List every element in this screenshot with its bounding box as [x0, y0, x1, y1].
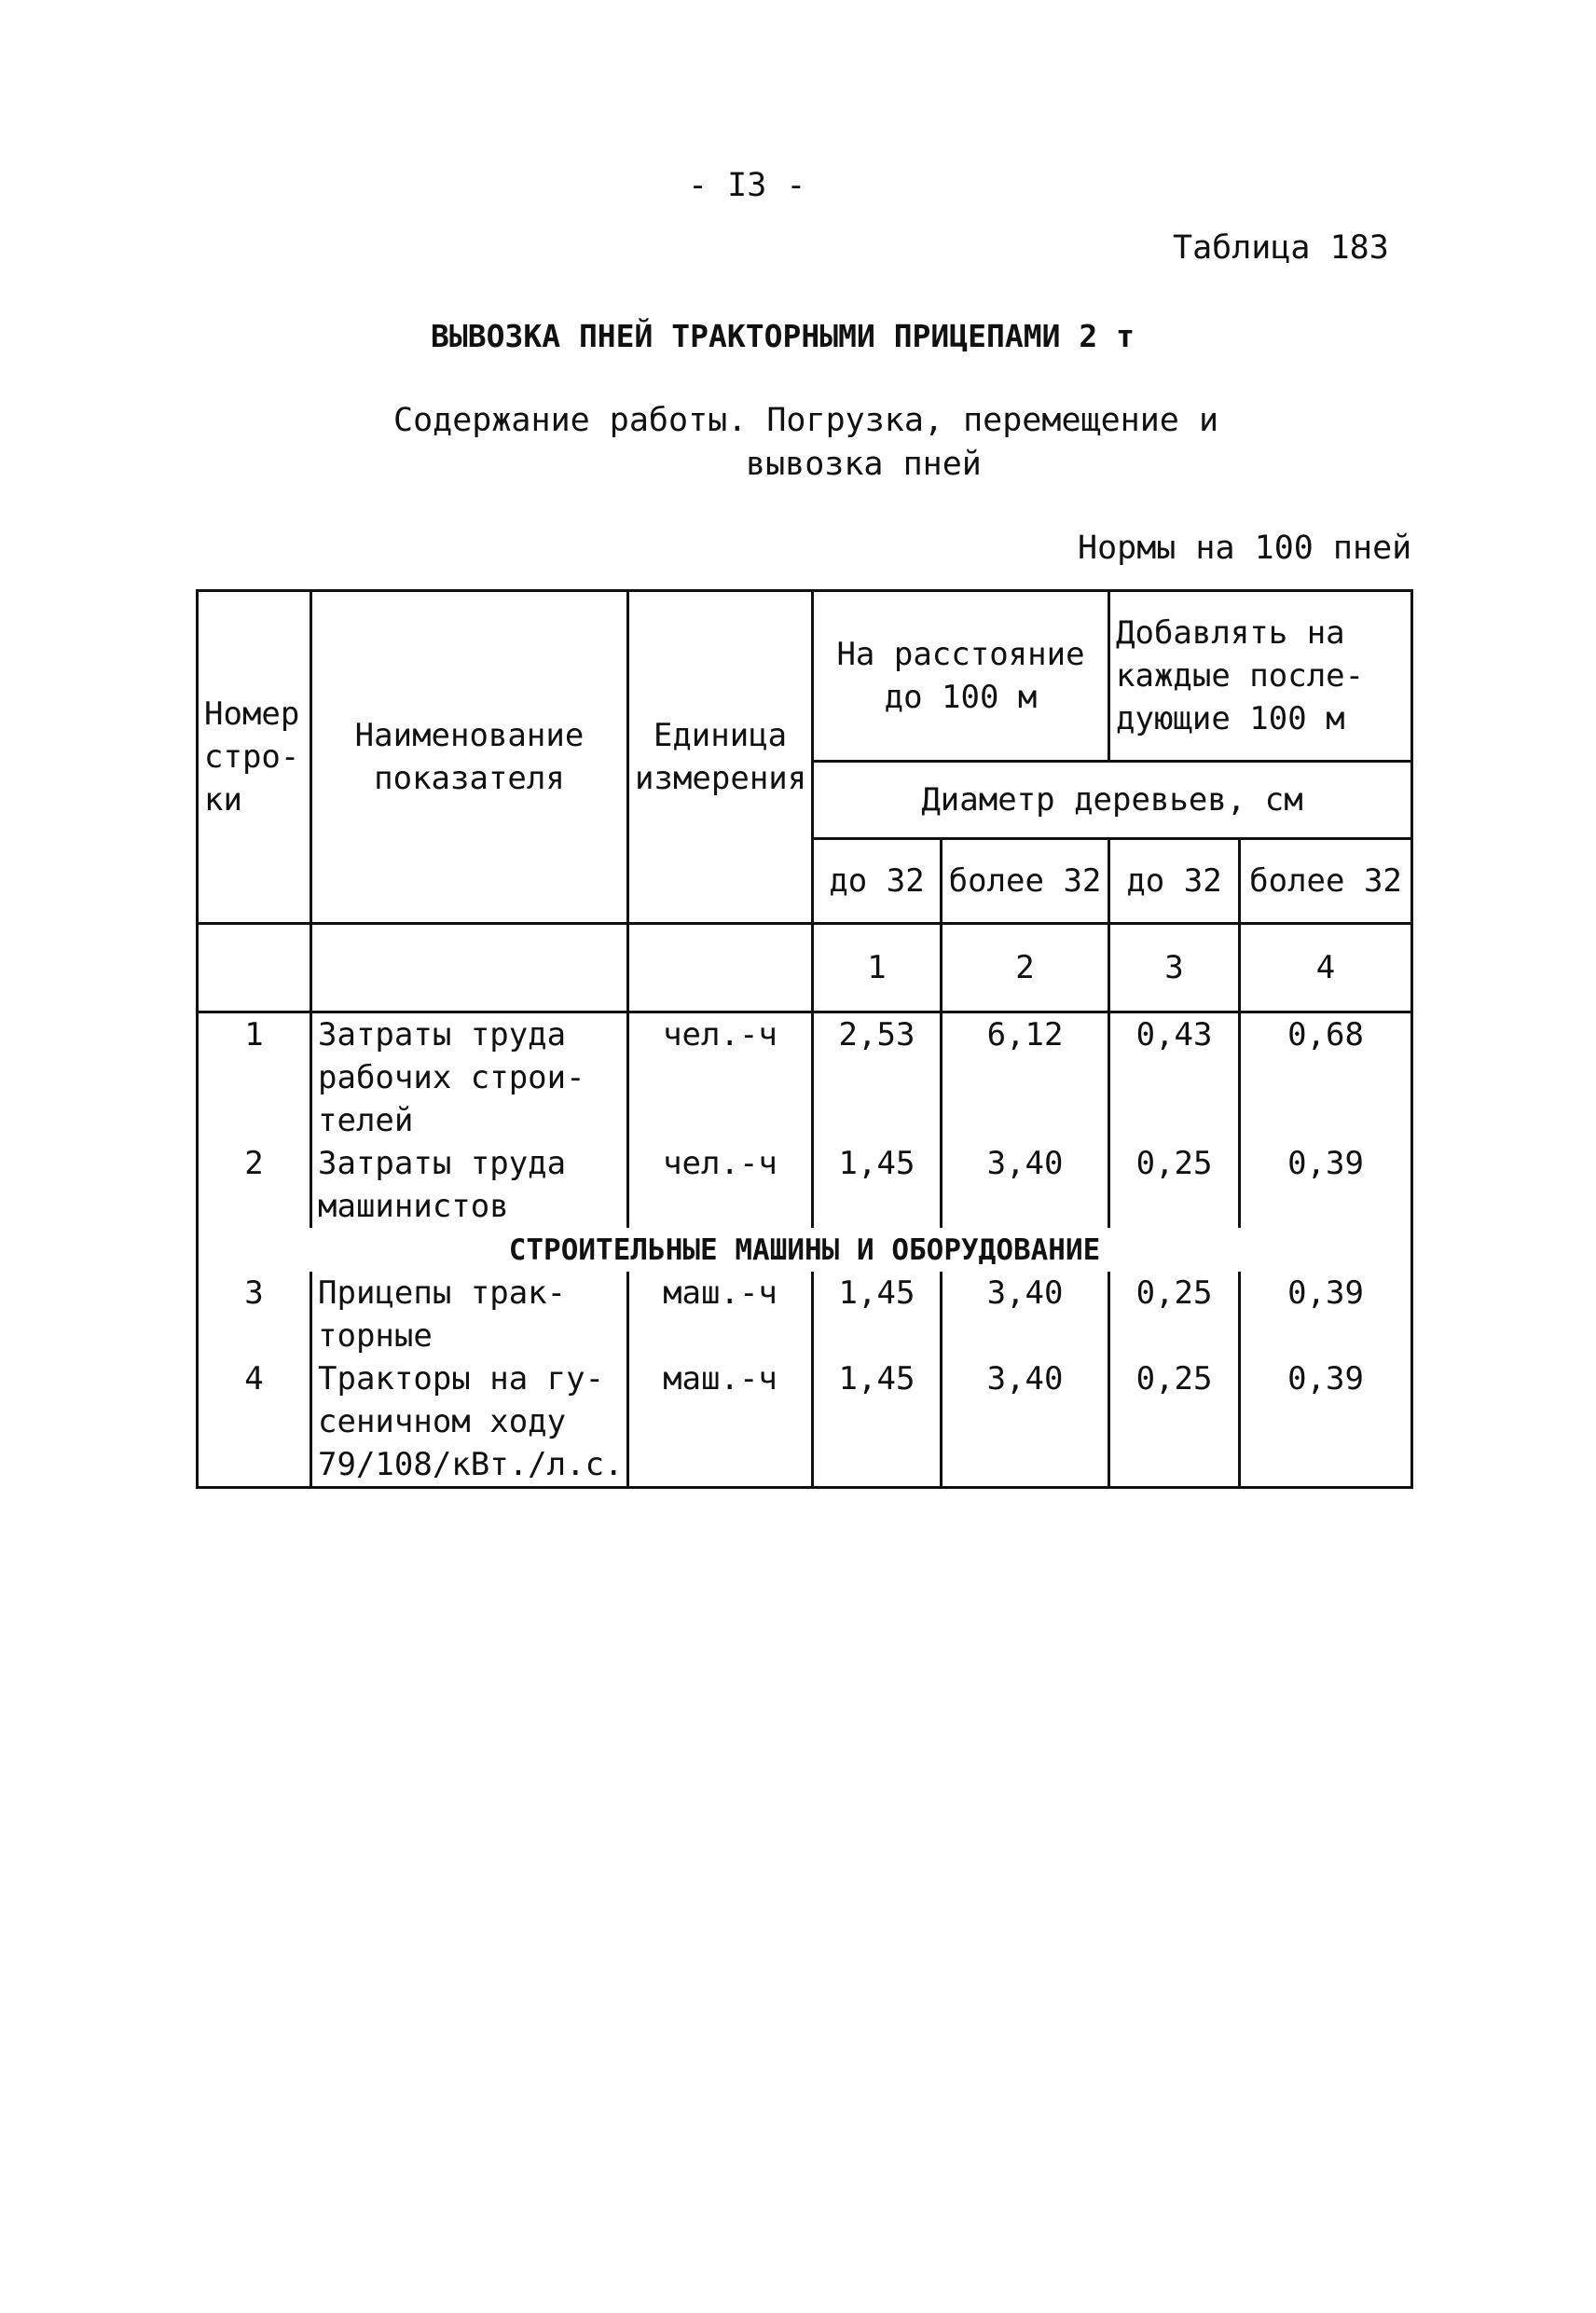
header-number-empty	[198, 924, 311, 1012]
row-value: 0,39	[1240, 1142, 1412, 1228]
row-value: 2,53	[813, 1012, 942, 1143]
row-value: 0,39	[1240, 1357, 1412, 1488]
row-value: 0,43	[1109, 1012, 1240, 1143]
table-row	[198, 1012, 1412, 1143]
row-name: Затраты труда рабочих строи- телей	[311, 1012, 628, 1143]
row-value: 3,40	[942, 1357, 1109, 1488]
header-unit: Единица измерения	[628, 591, 813, 924]
header-diameter: Диаметр деревьев, см	[813, 762, 1412, 839]
work-content-line2: вывозка пней	[746, 446, 982, 483]
header-unit-empty	[628, 924, 813, 1012]
row-value: 0,25	[1109, 1142, 1240, 1228]
page-number: - I3 -	[688, 167, 806, 204]
header-over32-b: более 32	[1240, 839, 1412, 924]
table-row	[198, 1272, 1412, 1357]
table-label: Таблица 183	[1173, 229, 1389, 267]
header-upto32-a: до 32	[813, 839, 942, 924]
header-over32-a: более 32	[942, 839, 1109, 924]
row-number: 2	[198, 1142, 311, 1228]
work-content-line1: Содержание работы. Погрузка, перемещение и	[393, 402, 1219, 439]
row-value: 6,12	[942, 1012, 1109, 1143]
row-value: 3,40	[942, 1142, 1109, 1228]
column-number: 1	[813, 924, 942, 1012]
row-number: 4	[198, 1357, 311, 1488]
header-row-number: Номер стро- ки	[198, 591, 311, 924]
header-indicator: Наименование показателя	[311, 591, 628, 924]
row-unit: чел.-ч	[628, 1012, 813, 1143]
row-value: 0,25	[1109, 1357, 1240, 1488]
row-value: 3,40	[942, 1272, 1109, 1357]
header-distance: На расстояние до 100 м	[813, 591, 1109, 762]
row-value: 0,25	[1109, 1272, 1240, 1357]
row-value: 1,45	[813, 1142, 942, 1228]
header-upto32-b: до 32	[1109, 839, 1240, 924]
column-number: 3	[1109, 924, 1240, 1012]
row-value: 0,39	[1240, 1272, 1412, 1357]
row-unit: маш.-ч	[628, 1272, 813, 1357]
row-name: Тракторы на гу- сеничном ходу 79/108/кВт./л.с.	[311, 1357, 628, 1488]
row-number: 3	[198, 1272, 311, 1357]
row-unit: чел.-ч	[628, 1142, 813, 1228]
table-row	[198, 1357, 1412, 1488]
row-value: 1,45	[813, 1272, 942, 1357]
row-name: Затраты труда машинистов	[311, 1142, 628, 1228]
norms-table	[196, 589, 1413, 1489]
column-number: 4	[1240, 924, 1412, 1012]
row-unit: маш.-ч	[628, 1357, 813, 1488]
row-value: 1,45	[813, 1357, 942, 1488]
column-number: 2	[942, 924, 1109, 1012]
section-row	[198, 1228, 1412, 1272]
table-row	[198, 1142, 1412, 1228]
row-number: 1	[198, 1012, 311, 1143]
row-name: Прицепы трак- торные	[311, 1272, 628, 1357]
header-name-empty	[311, 924, 628, 1012]
norms-note: Нормы на 100 пней	[1078, 530, 1412, 567]
header-add-each: Добавлять на каждые после- дующие 100 м	[1109, 591, 1412, 762]
document-title: ВЫВОЗКА ПНЕЙ ТРАКТОРНЫМИ ПРИЦЕПАМИ 2 т	[431, 318, 1135, 354]
row-value: 0,68	[1240, 1012, 1412, 1143]
section-title: СТРОИТЕЛЬНЫЕ МАШИНЫ И ОБОРУДОВАНИЕ	[508, 1233, 1101, 1267]
